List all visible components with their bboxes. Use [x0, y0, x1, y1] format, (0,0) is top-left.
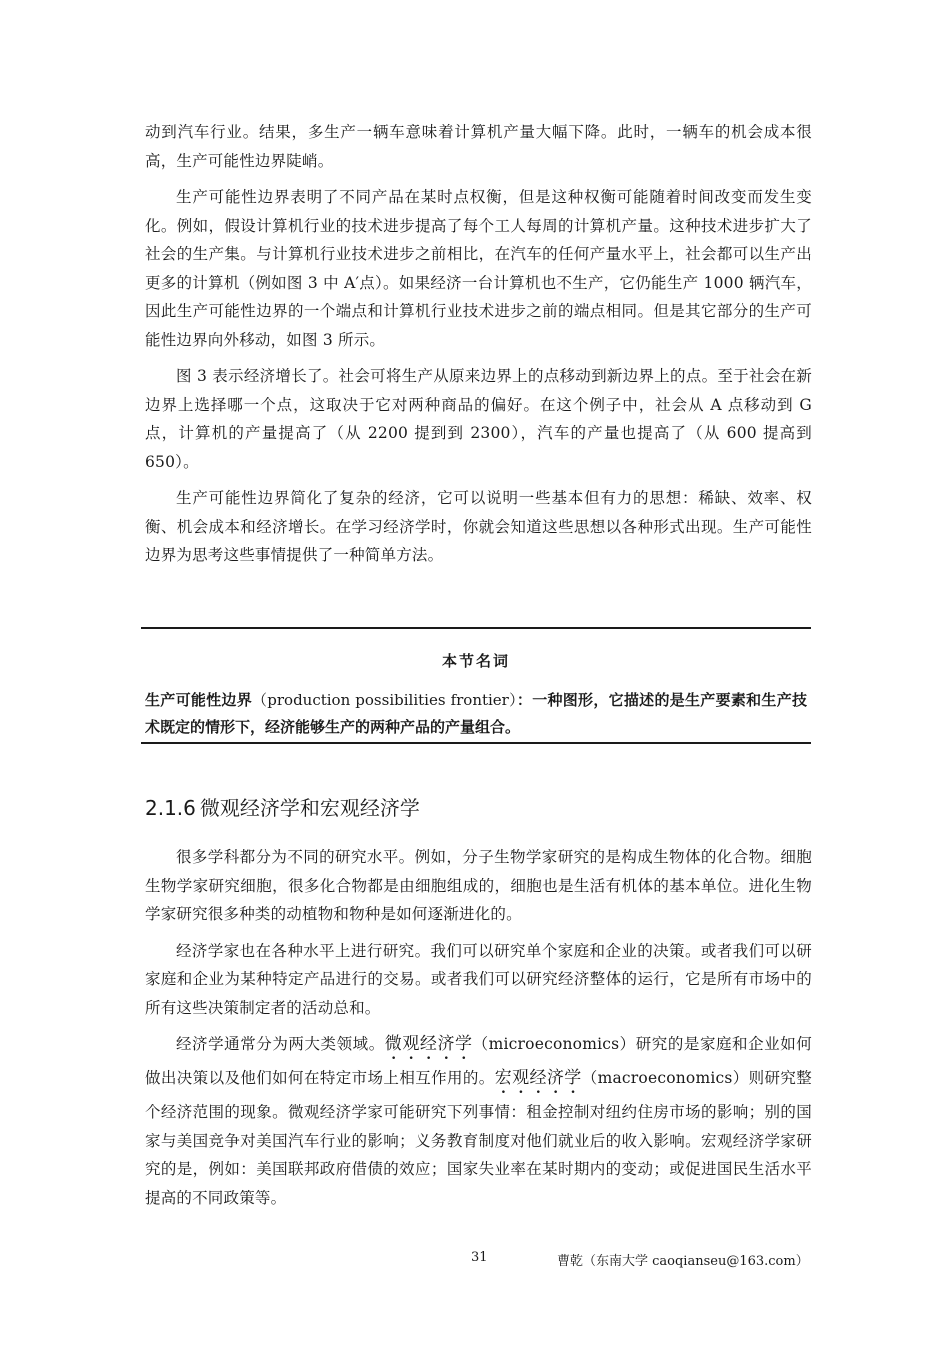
page-number: 31: [471, 1250, 488, 1265]
text-block-bottom: [145, 843, 812, 1212]
key-term-microeconomics: 微观经济学: [384, 1034, 473, 1054]
glossary-title: 本节名词: [441, 652, 510, 670]
paragraph: 生产可能性边界简化了复杂的经济，它可以说明一些基本但有力的思想：稀缺、效率、权衡、机会成本和经济增长。在学习经济学时，你就会知道这些思想以各种形式出现。生产可能性边界为思考这些事情提供了一种简单方法。: [145, 489, 812, 564]
section-number: 2.1.6: [145, 796, 196, 820]
text-span: 经济学通常分为两大类领域。: [176, 1035, 385, 1053]
section-title: 微观经济学和宏观经济学: [199, 796, 420, 820]
paragraph: [145, 1030, 812, 1212]
text-span: （macroeconomics）则研究整个经济范围的现象。微观经济学家可能研究下列事情：租金控制对纽约住房市场的影响；别的国家与美国竞争对美国汽车行业的影响；义务教育制度对他们就业后的收入影响。宏观经济学家研究的是，例如：美国联邦政府借债的效应；国家失业率在某时期内的变动；或促进国民生活水平提高的不同政策等。: [145, 1069, 813, 1207]
paragraph: 动到汽车行业。结果，多生产一辆车意味着计算机产量大幅下降。此时，一辆车的机会成本很高，生产可能性边界陡峭。: [145, 123, 812, 170]
paragraph: 很多学科都分为不同的研究水平。例如，分子生物学家研究的是构成生物体的化合物。细胞生物学家研究细胞，很多化合物都是由细胞组成的，细胞也是生活有机体的基本单位。进化生物学家研究很多种类的动植物和物种是如何逐渐进化的。: [145, 848, 812, 923]
paragraph: 经济学家也在各种水平上进行研究。我们可以研究单个家庭和企业的决策。或者我们可以研家庭和企业为某种特定产品进行的交易。或者我们可以研究经济整体的运行，它是所有市场中的所有这些决策制定者的活动总和。: [145, 941, 812, 1017]
text-block-top: [145, 118, 812, 570]
glossary-term: 生产可能性边界: [145, 691, 252, 709]
glossary-box: [141, 627, 811, 744]
section-heading: [145, 792, 420, 821]
paragraph: 图 3 表示经济增长了。社会可将生产从原来边界上的点移动到新边界上的点。至于社会在新边界上选择哪一个点，这取决于它对两种商品的偏好。在这个例子中，社会从 A 点移动到 G 点，计算机的产量提高了（从 2200 提到到 2300），汽车的产量也提高了（从 600 提高到 650）。: [145, 367, 812, 471]
author-credit: 曹乾（东南大学 caoqianseu@163.com）: [557, 1254, 809, 1269]
glossary-definition-text: ：一种图形，它描述的是生产要素和生产技术既定的情形下，经济能够生产的两种产品的产量组合。: [145, 691, 807, 736]
key-term-macroeconomics: 宏观经济学: [494, 1068, 582, 1088]
glossary-definition: [145, 687, 807, 741]
glossary-term-english: （production possibilities frontier）: [251, 691, 517, 709]
text-span: （microeconomics）研究的是家庭和企业如何做出决策以及他们如何在特定市场上相互作用的。: [145, 1035, 812, 1087]
paragraph: 生产可能性边界表明了不同产品在某时点权衡，但是这种权衡可能随着时间改变而发生变化。例如，假设计算机行业的技术进步提高了每个工人每周的计算机产量。这种技术进步扩大了社会的生产集。与计算机行业技术进步之前相比，在汽车的任何产量水平上，社会都可以生产出更多的计算机（例如图 3 中 A′点）。如果经济一台计算机也不生产，它仍能生产 1000 辆汽车，因此生产可能性边界的一个端点和计算机行业技术进步之前的端点相同。但是其它部分的生产可能性边界向外移动，如图 3 所示。: [145, 188, 812, 349]
